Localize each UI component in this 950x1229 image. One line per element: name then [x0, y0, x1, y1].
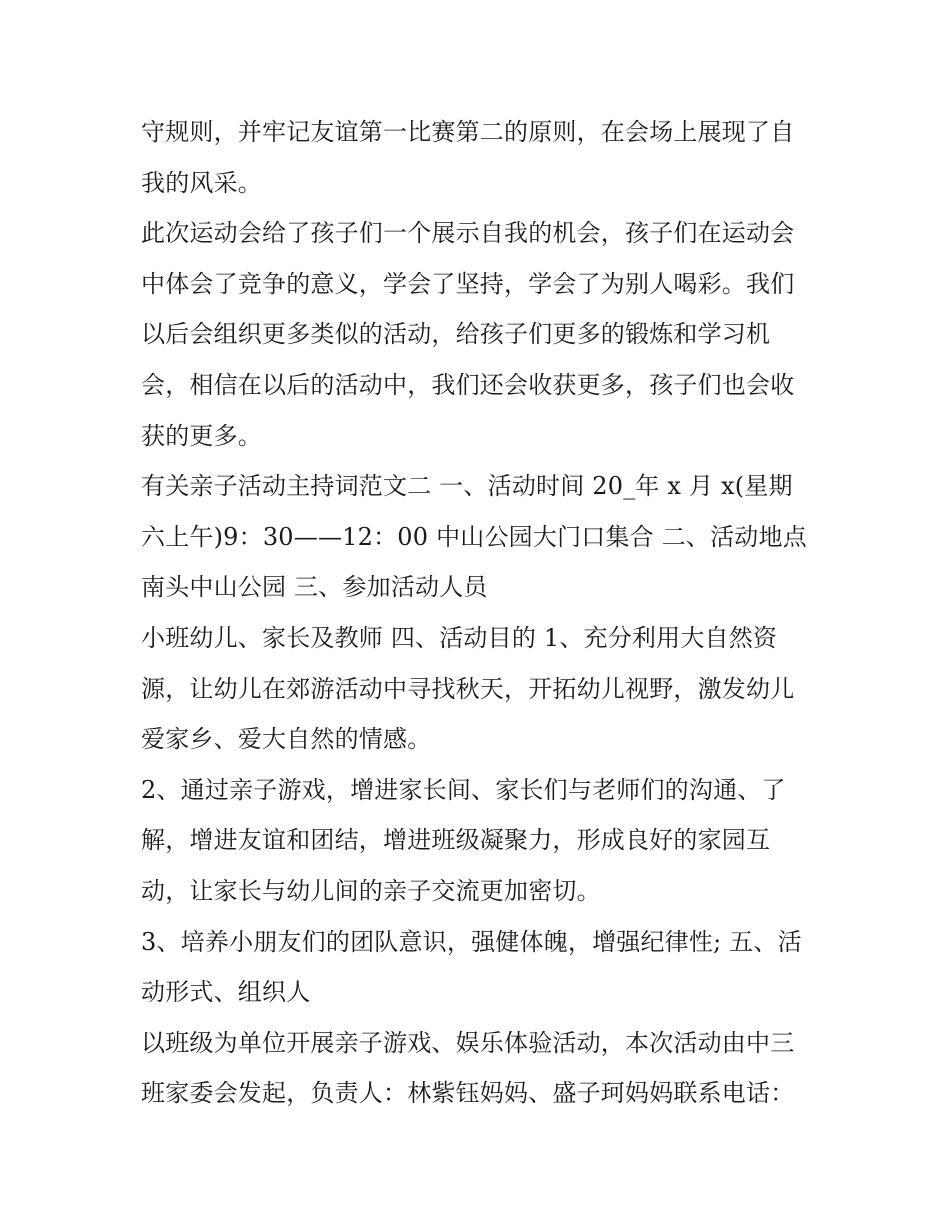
- paragraph: 2、通过亲子游戏，增进家长间、家长们与老师们的沟通、了 解，增进友谊和团结，增进班级凝聚力，形成良好的家园互 动，让家长与幼儿间的亲子交流更加密切。: [141, 775, 786, 905]
- paragraph: 守规则，并牢记友谊第一比赛第二的原则，在会场上展现了自 我的风采。: [141, 118, 795, 197]
- document-body: [141, 107, 816, 1119]
- paragraph: 有关亲子活动主持词范文二 一、活动时间 20_年 x 月 x(星期 六上午)9：30——12：00 中山公园大门口集合 二、活动地点 南头中山公园 三、参加活动人员: [141, 472, 807, 602]
- paragraph: 以班级为单位开展亲子游戏、娱乐体验活动，本次活动由中三 班家委会发起，负责人：林紫钰妈妈、盛子珂妈妈联系电话：: [141, 1028, 795, 1108]
- paragraph: 此次运动会给了孩子们一个展示自我的机会，孩子们在运动会 中体会了竞争的意义，学会了坚持，学会了为别人喝彩。我们 以后会组织更多类似的活动，给孩子们更多的锻炼和学习机 会，相信在以后的活动中，我们还会收获更多，孩子们也会收 获的更多。: [141, 219, 795, 450]
- paragraph: 小班幼儿、家长及教师 四、活动目的 1、充分利用大自然资 源，让幼儿在郊游活动中寻找秋天，开拓幼儿视野，激发幼儿 爱家乡、爱大自然的情感。: [141, 623, 795, 754]
- paragraph: 3、培养小朋友们的团队意识，强健体魄，增强纪律性; 五、活 动形式、组织人: [141, 927, 802, 1007]
